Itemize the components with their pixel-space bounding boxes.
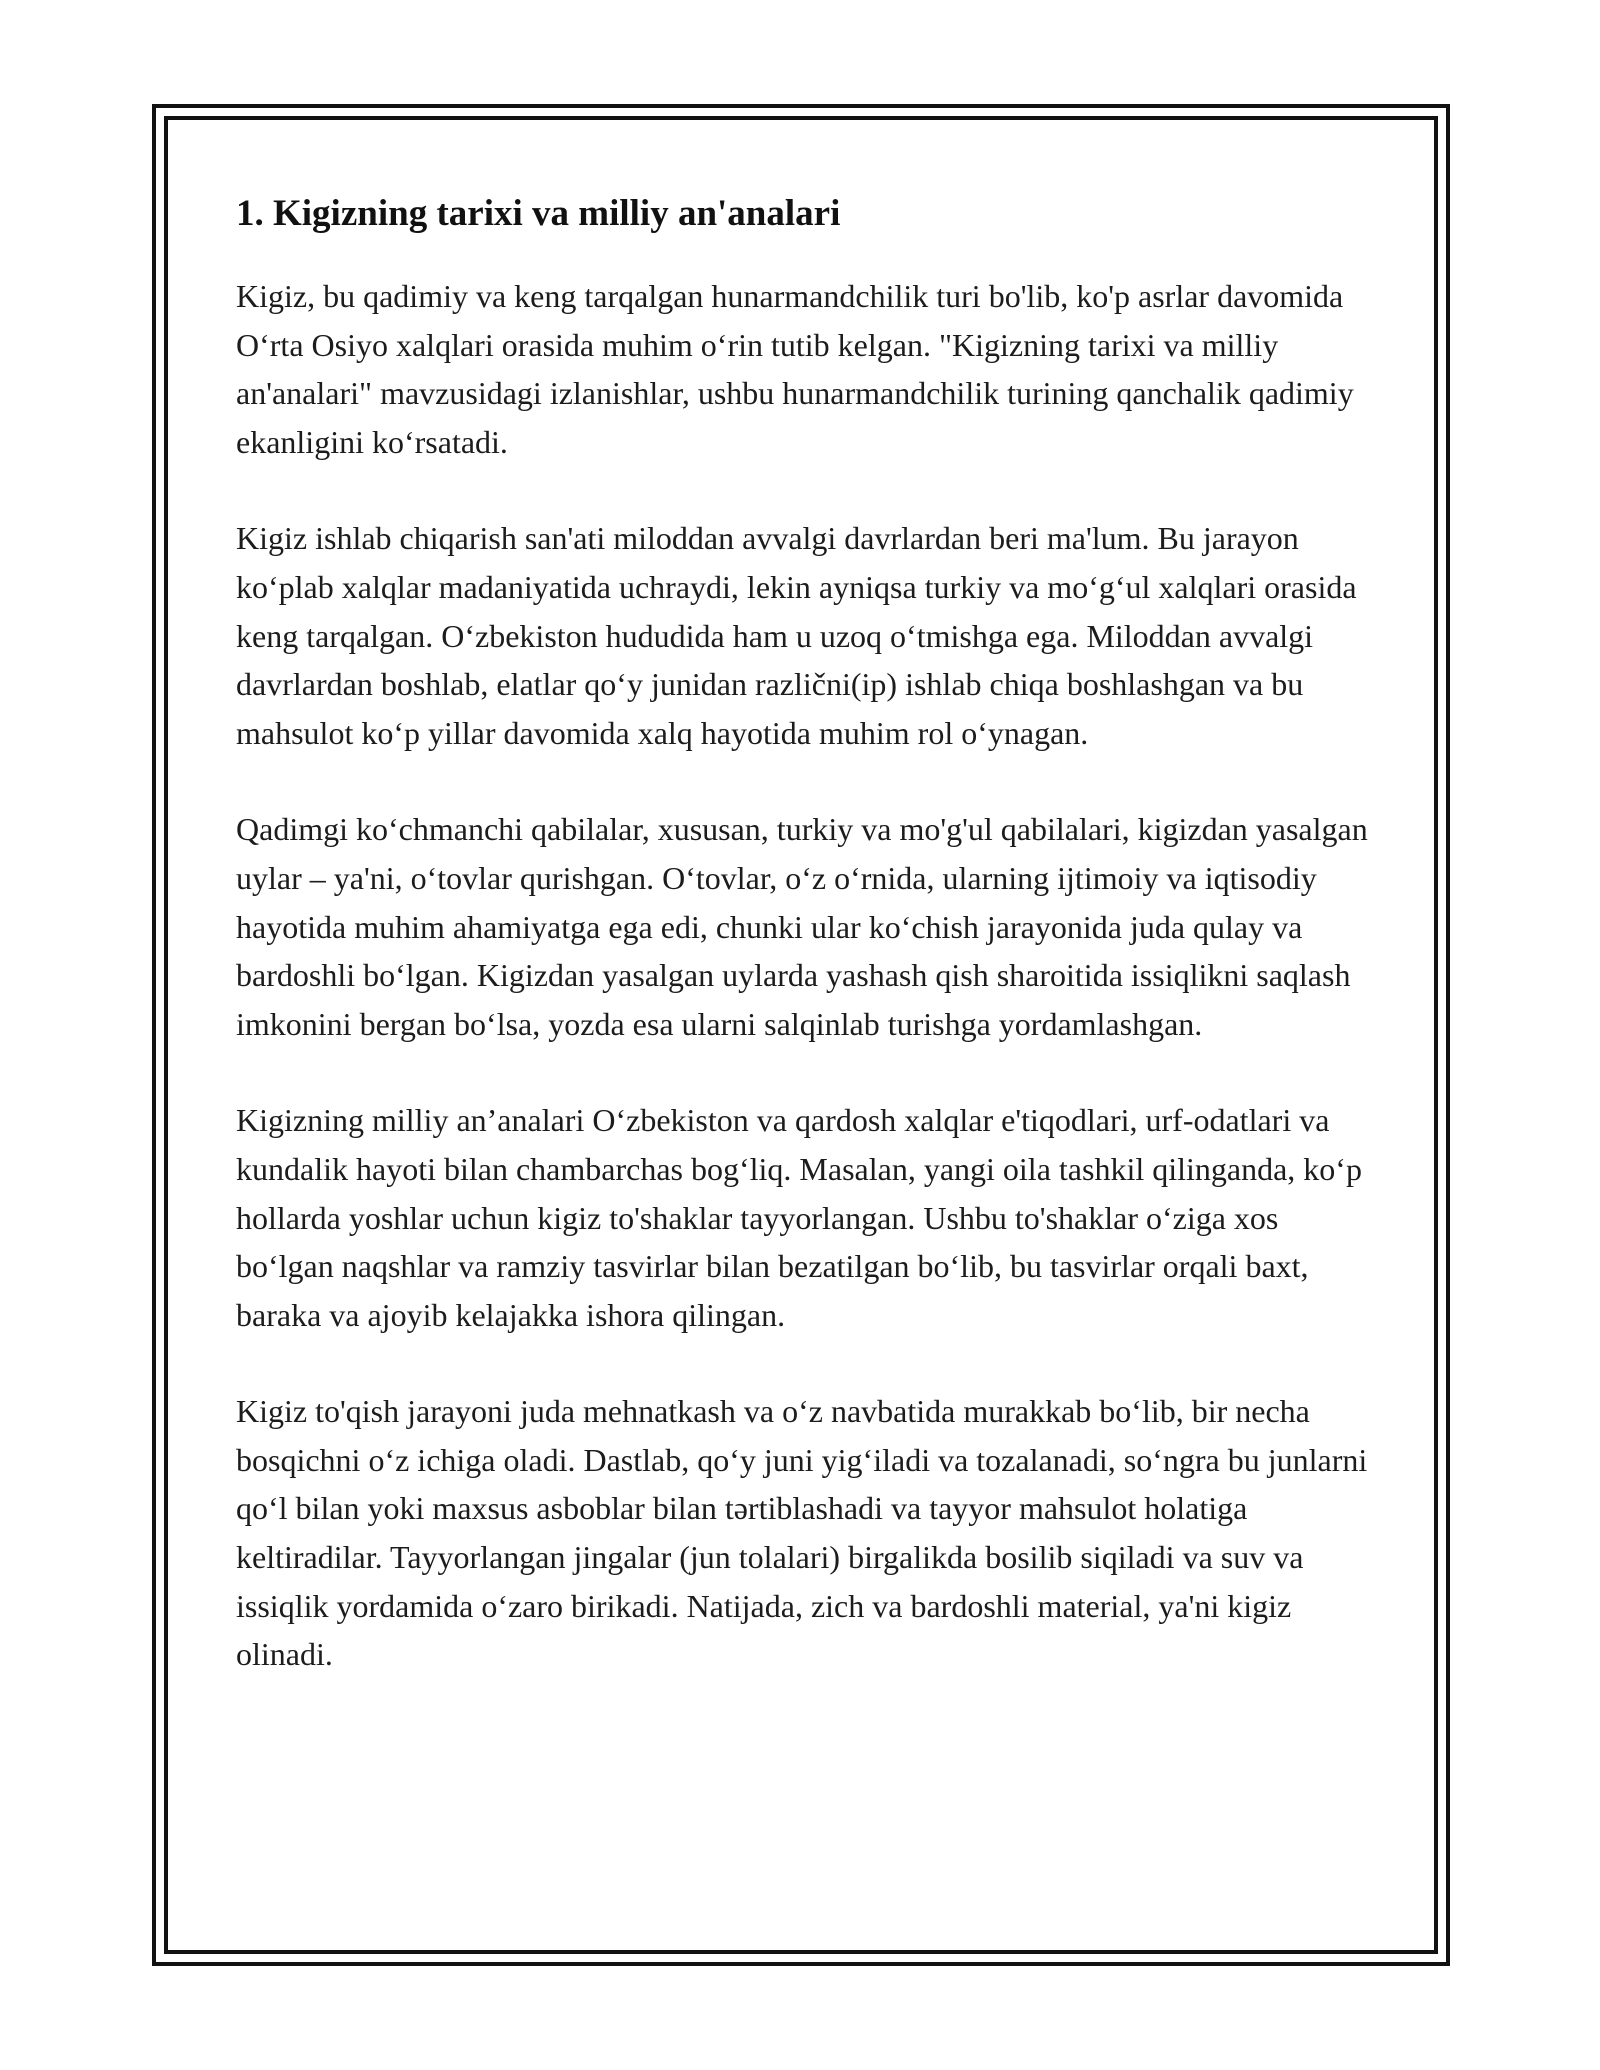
paragraph-2: Kigiz ishlab chiqarish san'ati miloddan avvalgi davrlardan beri ma'lum. Bu jarayon ko‘plab xalqlar madaniyatida uchraydi, lekin ayniqsa turkiy va mo‘g‘ul xalqlari orasida keng tarqalgan. O‘zbekiston hududida ham u uzoq o‘tmishga ega. Miloddan avvalgi davrlardan boshlab, elatlar qo‘y junidan različni(ip) ishlab chiqa boshlashgan va bu mahsulot ko‘p yillar davomida xalq hayotida muhim rol o‘ynagan. [236,520,1357,751]
paragraph-3: Qadimgi ko‘chmanchi qabilalar, xususan, turkiy va mo'g'ul qabilalari, kigizdan yasalgan uylar – ya'ni, o‘tovlar qurishgan. O‘tovlar, o‘z o‘rnida, ularning ijtimoiy va iqtisodiy hayotida muhim ahamiyatga ega edi, chunki ular ko‘chish jarayonida juda qulay va bardoshli bo‘lgan. Kigizdan yasalgan uylarda yashash qish sharoitida issiqlikni saqlash imkonini bergan bo‘lsa, yozda esa ularni salqinlab turishga yordamlashgan. [236,811,1368,1042]
paragraph-4: Kigizning milliy an’analari O‘zbekiston va qardosh xalqlar e'tiqodlari, urf-odatlari va kundalik hayoti bilan chambarchas bog‘liq. Masalan, yangi oila tashkil qilinganda, ko‘p hollarda yoshlar uchun kigiz to'shaklar tayyorlangan. Ushbu to'shaklar o‘ziga xos bo‘lgan naqshlar va ramziy tasvirlar bilan bezatilgan bo‘lib, bu tasvirlar orqali baxt, baraka va ajoyib kelajakka ishora qilingan. [236,1102,1362,1333]
paragraph-1: Kigiz, bu qadimiy va keng tarqalgan hunarmandchilik turi bo'lib, ko'p asrlar davomida O‘rta Osiyo xalqlari orasida muhim o‘rin tutib kelgan. "Kigizning tarixi va milliy an'analari" mavzusidagi izlanishlar, ushbu hunarmandchilik turining qanchalik qadimiy ekanligini ko‘rsatadi. [236,278,1354,460]
document-body [236,186,1376,1679]
paragraph-5: Kigiz to'qish jarayoni juda mehnatkash va o‘z navbatida murakkab bo‘lib, bir necha bosqichni o‘z ichiga oladi. Dastlab, qo‘y juni yig‘iladi va tozalanadi, so‘ngra bu junlarni qo‘l bilan yoki maxsus asboblar bilan tərtiblashadi va tayyor mahsulot holatiga keltiradilar. Tayyorlangan jingalar (jun tolalari) birgalikda bosilib siqiladi va suv va issiqlik yordamida o‘zaro birikadi. Natijada, zich va bardoshli material, ya'ni kigiz olinadi. [236,1393,1368,1673]
section-heading: 1. Kigizning tarixi va milliy an'analari [236,193,841,234]
